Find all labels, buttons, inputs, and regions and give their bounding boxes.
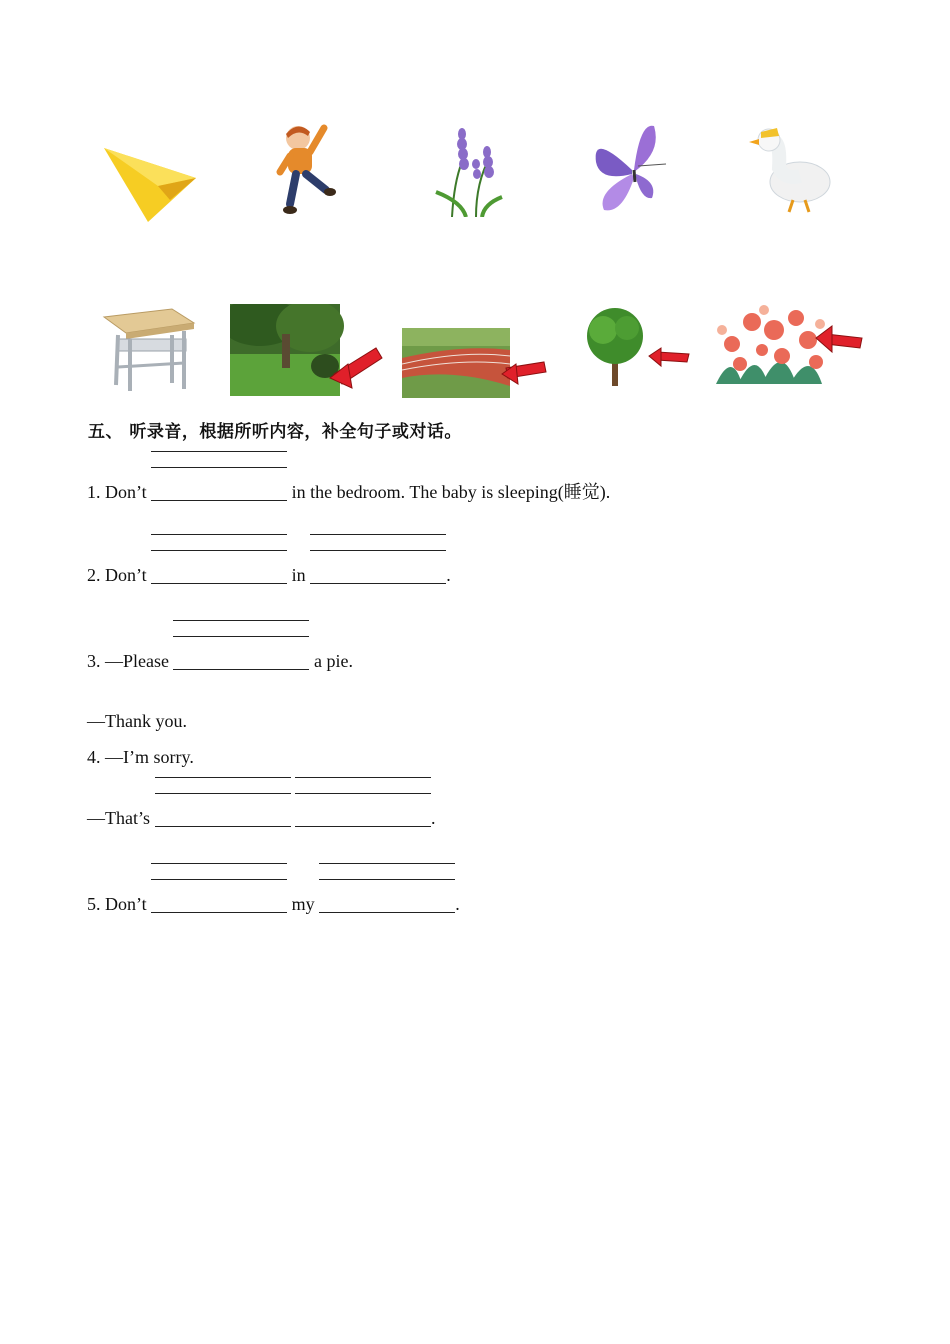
q1-after: in the bedroom. The baby is sleeping(睡觉). [291, 482, 611, 502]
q4-blank-2[interactable] [295, 807, 431, 827]
butterfly-icon [588, 122, 673, 217]
q5-before: 5. Don’t [87, 894, 147, 914]
q3-before: 3. —Please [87, 651, 169, 671]
q2-blank-2[interactable] [310, 564, 446, 584]
flowers-icon [712, 300, 867, 390]
q1-before: 1. Don’t [87, 482, 147, 502]
q5-blank-1[interactable] [151, 893, 287, 913]
section-heading: 五、 听录音，根据所听内容，补全句子或对话。 [88, 422, 462, 442]
question-1 [87, 478, 610, 504]
park-tree-photo [230, 304, 385, 396]
paper-plane-icon [100, 140, 200, 230]
question-5 [87, 893, 460, 915]
desk-icon [100, 305, 200, 395]
tree-icon [575, 306, 693, 388]
q3-after: a pie. [313, 651, 353, 671]
question-3 [87, 650, 353, 672]
q5-blank-2[interactable] [319, 893, 455, 913]
q2-blank-1[interactable] [151, 564, 287, 584]
q1-blank[interactable] [151, 481, 287, 501]
q4-after: . [431, 808, 436, 828]
q4-blank-1[interactable] [155, 807, 291, 827]
duck-icon [745, 122, 835, 217]
q2-before: 2. Don’t [87, 565, 147, 585]
question-4-reply [87, 807, 436, 829]
question-4: 4. —I’m sorry. [87, 747, 194, 767]
q2-middle: in [291, 565, 306, 585]
q5-middle: my [291, 894, 315, 914]
running-track-photo [402, 328, 547, 398]
q3-blank[interactable] [173, 650, 309, 670]
question-3-reply: —Thank you. [87, 711, 187, 731]
q4-before: —That’s [87, 808, 150, 828]
running-boy-icon [270, 120, 345, 220]
q2-after: . [446, 565, 451, 585]
lavender-icon [432, 122, 512, 217]
q5-after: . [455, 894, 460, 914]
question-2 [87, 564, 451, 586]
